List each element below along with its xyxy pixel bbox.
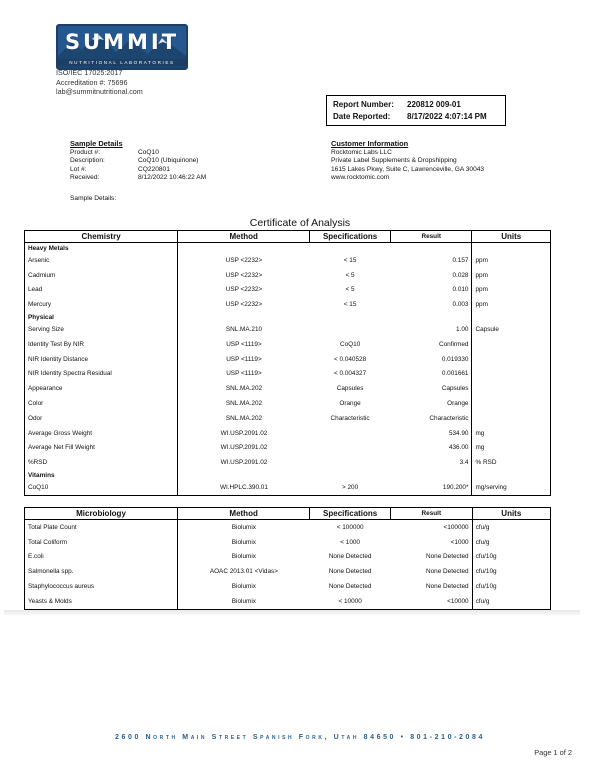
table-cell: 0.028 <box>390 268 472 283</box>
table-cell <box>472 367 551 382</box>
customer-name: Rocktomic Labs LLC <box>331 149 392 156</box>
sample-details <box>70 149 270 183</box>
table-row <box>25 564 551 579</box>
group-row <box>25 243 551 254</box>
table-cell <box>472 352 551 367</box>
group-row <box>25 470 551 480</box>
table-row <box>25 297 551 312</box>
table-cell <box>472 411 551 426</box>
table-cell: SNL.MA.202 <box>225 400 263 408</box>
table-cell: SNL.MA.202 <box>225 414 263 422</box>
table-cell <box>472 243 551 254</box>
table-cell <box>310 312 391 322</box>
table-cell <box>310 455 391 470</box>
table-cell: Total Plate Count <box>25 520 178 535</box>
table-cell <box>390 243 472 254</box>
sample-details-label: Sample Details: <box>70 195 117 202</box>
page-edge <box>4 610 580 615</box>
table-cell: SNL.MA.210 <box>225 326 263 334</box>
table-row <box>25 268 551 283</box>
table-cell: Appearance <box>25 381 178 396</box>
col-specifications: Specifications <box>310 508 391 520</box>
table-cell: CoQ10 <box>339 340 361 348</box>
table-cell <box>472 337 551 352</box>
col-method: Method <box>178 508 310 520</box>
table-cell: Biolumix <box>178 594 310 609</box>
table-cell: CoQ10 <box>25 480 178 495</box>
sample-value: CQ220801 <box>138 165 170 173</box>
table-cell: <100000 <box>391 520 473 535</box>
report-number-label: Report Number: <box>333 100 394 109</box>
col-units: Units <box>472 508 550 520</box>
table-cell: Average Gross Weight <box>25 426 178 441</box>
table-cell <box>178 470 310 480</box>
col-specifications: Specifications <box>310 231 391 243</box>
table-cell: 0.019330 <box>390 352 472 367</box>
table-cell: Arsenic <box>25 253 178 268</box>
table-cell: Lead <box>25 283 178 298</box>
table-cell: <1000 <box>391 535 473 550</box>
table-row <box>25 411 551 426</box>
table-cell: cfu/10g <box>472 550 550 565</box>
table-cell: None Detected <box>391 564 473 579</box>
group-row <box>25 312 551 322</box>
customer-info <box>331 149 484 183</box>
table-cell: < 1000 <box>340 538 360 546</box>
report-box <box>326 95 506 126</box>
table-cell: ppm <box>472 283 551 298</box>
table-cell: None Detected <box>328 553 372 561</box>
table-cell <box>472 312 551 322</box>
sample-key: Description: <box>70 157 105 165</box>
sample-key: Lot #: <box>70 165 87 173</box>
customer-info-title: Customer Information <box>331 139 409 148</box>
table-cell: WI.HPLC.390.01 <box>178 480 310 495</box>
table-cell: 0.003 <box>390 297 472 312</box>
table-cell <box>472 381 551 396</box>
table-cell: cfu/g <box>472 535 550 550</box>
table-cell: E.coli <box>25 550 178 565</box>
table-cell: Biolumix <box>231 523 256 531</box>
table-cell <box>178 243 310 254</box>
table-cell: Total Coliform <box>25 535 178 550</box>
sample-key: Received: <box>70 174 100 182</box>
table-cell: None Detected <box>328 568 372 576</box>
col-chemistry: Chemistry <box>25 231 178 243</box>
table-cell: Capsules <box>336 385 364 393</box>
table-cell: WI.USP.2091.02 <box>220 459 268 467</box>
table-cell: 3.4 <box>390 455 472 470</box>
table-cell: None Detected <box>328 583 372 591</box>
col-method: Method <box>178 231 310 243</box>
table-cell: ppm <box>472 253 551 268</box>
table-cell: USP <2232> <box>225 256 263 264</box>
table-cell: ppm <box>472 297 551 312</box>
table-cell: 0.001661 <box>390 367 472 382</box>
logo-subtitle: NUTRITIONAL LABORATORIES <box>58 59 186 66</box>
table-cell: USP <1119> <box>226 340 262 348</box>
table-cell: USP <2232> <box>225 286 263 294</box>
table-cell: USP <1119> <box>226 370 262 378</box>
table-cell <box>472 396 551 411</box>
table-cell: cfu/g <box>472 594 550 609</box>
table-cell: Average Net Fill Weight <box>25 441 178 456</box>
sample-details-title: Sample Details <box>70 139 123 148</box>
table-row <box>25 396 551 411</box>
logo-wordmark: SUMMIT <box>64 30 180 54</box>
table-cell: AOAC 2013.01 <Vidas> <box>209 568 278 576</box>
table-cell: Confirmed <box>390 337 472 352</box>
table-cell <box>310 470 391 480</box>
table-cell: 190.200* <box>390 480 472 495</box>
table-cell: NIR Identity Spectra Residual <box>25 367 178 382</box>
table-cell: <10000 <box>391 594 473 609</box>
table-cell: 534.90 <box>390 426 472 441</box>
col-units: Units <box>472 231 551 243</box>
footer-address: 2600 North Main Street Spanish Fork, Utah 84650 • 801-210-2084 <box>115 734 485 741</box>
table-cell: < 0.040528 <box>333 355 367 363</box>
table-cell: < 5 <box>345 271 355 279</box>
table-cell <box>390 470 472 480</box>
date-reported-label: Date Reported: <box>333 112 391 121</box>
summit-logo <box>56 24 188 70</box>
table-cell: < 15 <box>343 301 357 309</box>
table-cell: Capsule <box>472 322 551 337</box>
microbiology-table <box>24 507 551 610</box>
table-cell <box>310 322 391 337</box>
page-number: Page 1 of 2 <box>534 748 572 757</box>
col-result: Result <box>391 508 473 520</box>
table-cell: ppm <box>472 268 551 283</box>
sample-key: Product #: <box>70 149 101 156</box>
col-microbiology: Microbiology <box>25 508 178 520</box>
customer-tagline: Private Label Supplements & Dropshipping <box>331 157 457 165</box>
customer-website[interactable]: www.rocktomic.com <box>331 174 390 182</box>
table-cell: NIR Identity Distance <box>25 352 178 367</box>
table-cell: WI.USP.2091.02 <box>220 429 268 437</box>
coa-title: Certificate of Analysis <box>249 217 351 229</box>
table-cell: cfu/10g <box>472 564 550 579</box>
table-cell: Orange <box>390 396 472 411</box>
table-cell: Staphylococcus aureus <box>25 579 178 594</box>
table-cell: < 0.004327 <box>333 370 367 378</box>
table-cell: Cadmium <box>25 268 178 283</box>
table-cell: %RSD <box>25 455 178 470</box>
table-row <box>25 253 551 268</box>
table-cell: mg/serving <box>472 480 551 495</box>
table-cell <box>472 470 551 480</box>
table-cell: mg <box>472 426 551 441</box>
chemistry-table <box>24 230 551 496</box>
table-cell: 0.157 <box>390 253 472 268</box>
table-cell: None Detected <box>391 550 473 565</box>
table-cell: Biolumix <box>231 538 256 546</box>
accreditation-number: Accreditation #: 75696 <box>56 77 128 87</box>
table-row <box>25 352 551 367</box>
table-cell: Color <box>25 396 178 411</box>
table-row <box>25 381 551 396</box>
table-row <box>25 550 551 565</box>
table-cell: 1.00 <box>390 322 472 337</box>
table-cell: Characteristic <box>390 411 472 426</box>
table-cell: USP <1119> <box>226 355 262 363</box>
date-reported: 8/17/2022 4:07:14 PM <box>407 112 487 121</box>
sample-value: CoQ10 <box>138 149 159 156</box>
table-cell <box>310 441 391 456</box>
table-cell: None Detected <box>391 579 473 594</box>
table-cell: < 100000 <box>336 523 364 531</box>
table-cell <box>178 312 310 322</box>
col-result: Result <box>390 231 472 243</box>
table-row <box>25 535 551 550</box>
table-row <box>25 322 551 337</box>
group-label: Physical <box>25 312 178 322</box>
table-cell: cfu/10g <box>472 579 550 594</box>
table-cell: cfu/g <box>472 520 550 535</box>
table-row <box>25 520 551 535</box>
table-cell: % RSD <box>472 455 551 470</box>
table-cell: Identity Test By NIR <box>25 337 178 352</box>
table-cell: < 15 <box>343 256 357 264</box>
report-number: 220812 009-01 <box>407 100 461 109</box>
table-cell: 0.010 <box>390 283 472 298</box>
table-cell: Serving Size <box>25 322 178 337</box>
sample-value: 8/12/2022 10:46:22 AM <box>138 174 207 182</box>
table-row <box>25 594 551 609</box>
table-cell <box>390 312 472 322</box>
table-cell: Characteristic <box>330 414 370 422</box>
table-cell: USP <2232> <box>225 301 263 309</box>
table-cell: 436.00 <box>390 441 472 456</box>
table-row <box>25 579 551 594</box>
group-label: Vitamins <box>25 470 178 480</box>
table-cell: Odor <box>25 411 178 426</box>
table-cell: Biolumix <box>231 553 256 561</box>
table-cell: Biolumix <box>231 583 256 591</box>
lab-email[interactable]: lab@summitnutritional.com <box>56 87 143 96</box>
iso-line: ISO/IEC 17025:2017 <box>56 68 123 77</box>
table-row <box>25 283 551 298</box>
accreditation-block <box>56 68 143 97</box>
sample-value: CoQ10 (Ubiquinone) <box>138 157 199 165</box>
table-cell: Capsules <box>390 381 472 396</box>
table-cell: Mercury <box>25 297 178 312</box>
table-row <box>25 337 551 352</box>
table-row <box>25 480 551 495</box>
table-cell: Salmonella spp. <box>25 564 178 579</box>
table-cell: > 200 <box>310 480 391 495</box>
table-cell <box>310 426 391 441</box>
table-cell: Yeasts & Molds <box>25 594 178 609</box>
table-row <box>25 441 551 456</box>
table-row <box>25 426 551 441</box>
table-cell <box>310 243 391 254</box>
table-cell: < 5 <box>345 286 355 294</box>
table-cell: USP <2232> <box>225 271 263 279</box>
table-row <box>25 367 551 382</box>
table-cell: SNL.MA.202 <box>225 385 263 393</box>
group-label: Heavy Metals <box>25 243 178 254</box>
table-cell: WI.USP.2091.02 <box>220 444 268 452</box>
table-cell: Orange <box>339 400 361 408</box>
table-cell: < 10000 <box>310 594 391 609</box>
table-row <box>25 455 551 470</box>
table-cell: mg <box>472 441 551 456</box>
customer-address: 1615 Lakes Pkwy, Suite C, Lawrenceville, GA 30043 <box>331 165 485 173</box>
